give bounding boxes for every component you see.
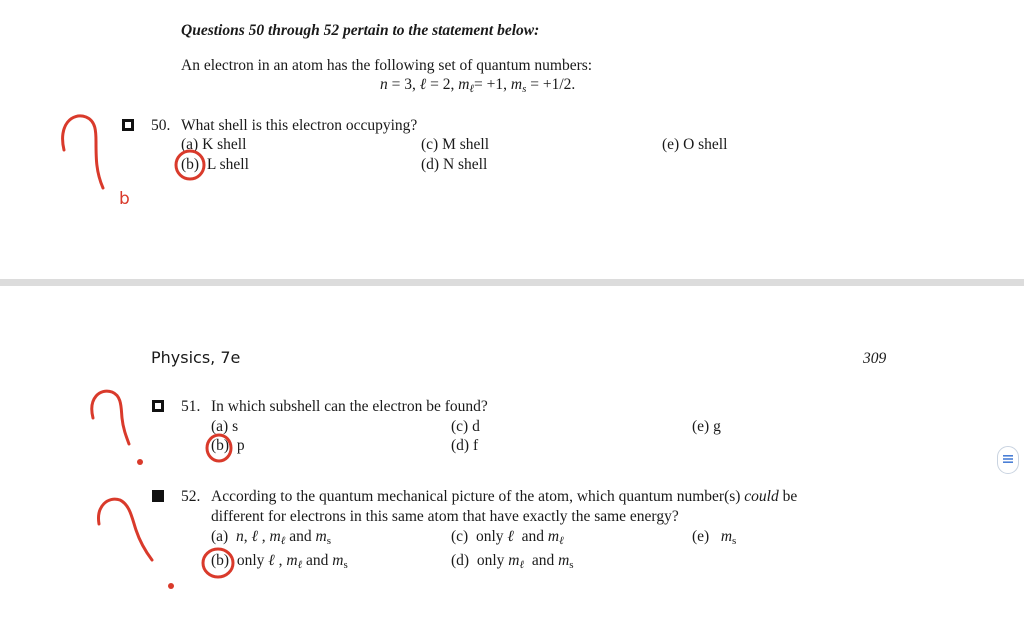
question-50-option-b: (b) L shell [181, 156, 249, 173]
question-52-option-c: (c) only ℓ and $m_\ell$ [451, 528, 564, 547]
question-52-number: 52. [181, 488, 201, 505]
question-51-number: 51. [181, 398, 201, 415]
question-mark-dot-51 [137, 459, 143, 465]
question-52-text: According to the quantum mechanical picture of the atom, which quantum number(s) could be [211, 488, 798, 505]
question-50-number: 50. [151, 117, 171, 134]
question-mark-51 [92, 391, 129, 444]
question-51-option-b: (b) p [211, 437, 245, 454]
book-header-title: Physics, 7e [151, 348, 241, 367]
hamburger-menu-icon [1003, 451, 1013, 469]
side-panel-toggle-button[interactable] [997, 446, 1019, 474]
question-50-option-e: (e) O shell [662, 136, 728, 153]
question-51-option-a: (a) s [211, 418, 239, 435]
question-51-option-d: (d) f [451, 437, 479, 454]
question-mark-50 [63, 116, 103, 188]
section-heading: Questions 50 through 52 pertain to the statement below: [181, 22, 540, 39]
question-50-bookmark[interactable] [122, 119, 134, 131]
page-number: 309 [863, 350, 887, 367]
question-50-text: What shell is this electron occupying? [181, 117, 418, 134]
question-51-text: In which subshell can the electron be found? [211, 398, 488, 415]
question-52-option-b: (b) only ℓ , $m_\ell$ and $m_s$ [211, 552, 348, 571]
question-52-option-a: (a) n, ℓ , $m_\ell$ and $m_s$ [211, 528, 331, 547]
question-52-option-e: (e) $m_s$ [692, 528, 737, 547]
handwritten-answer-letter: b [119, 189, 130, 209]
question-50-option-c: (c) M shell [421, 136, 490, 153]
question-50-option-a: (a) K shell [181, 136, 247, 153]
question-52-text-line2: different for electrons in this same atom that have exactly the same energy? [211, 508, 679, 525]
question-mark-dot-52 [168, 583, 174, 589]
question-50-option-d: (d) N shell [421, 156, 488, 173]
page-divider [0, 279, 1024, 286]
quantum-numbers: n = 3, ℓ = 2, $m_\ell= +1$, $m_s = +1/2$. [380, 76, 576, 95]
question-mark-52 [99, 499, 152, 560]
question-51-bookmark[interactable] [152, 400, 164, 412]
question-51-option-e: (e) g [692, 418, 721, 435]
statement-text: An electron in an atom has the following set of quantum numbers: [181, 57, 593, 74]
question-52-bookmark[interactable] [152, 490, 164, 502]
question-51-option-c: (c) d [451, 418, 480, 435]
question-52-option-d: (d) only $m_\ell$ and $m_s$ [451, 552, 574, 571]
